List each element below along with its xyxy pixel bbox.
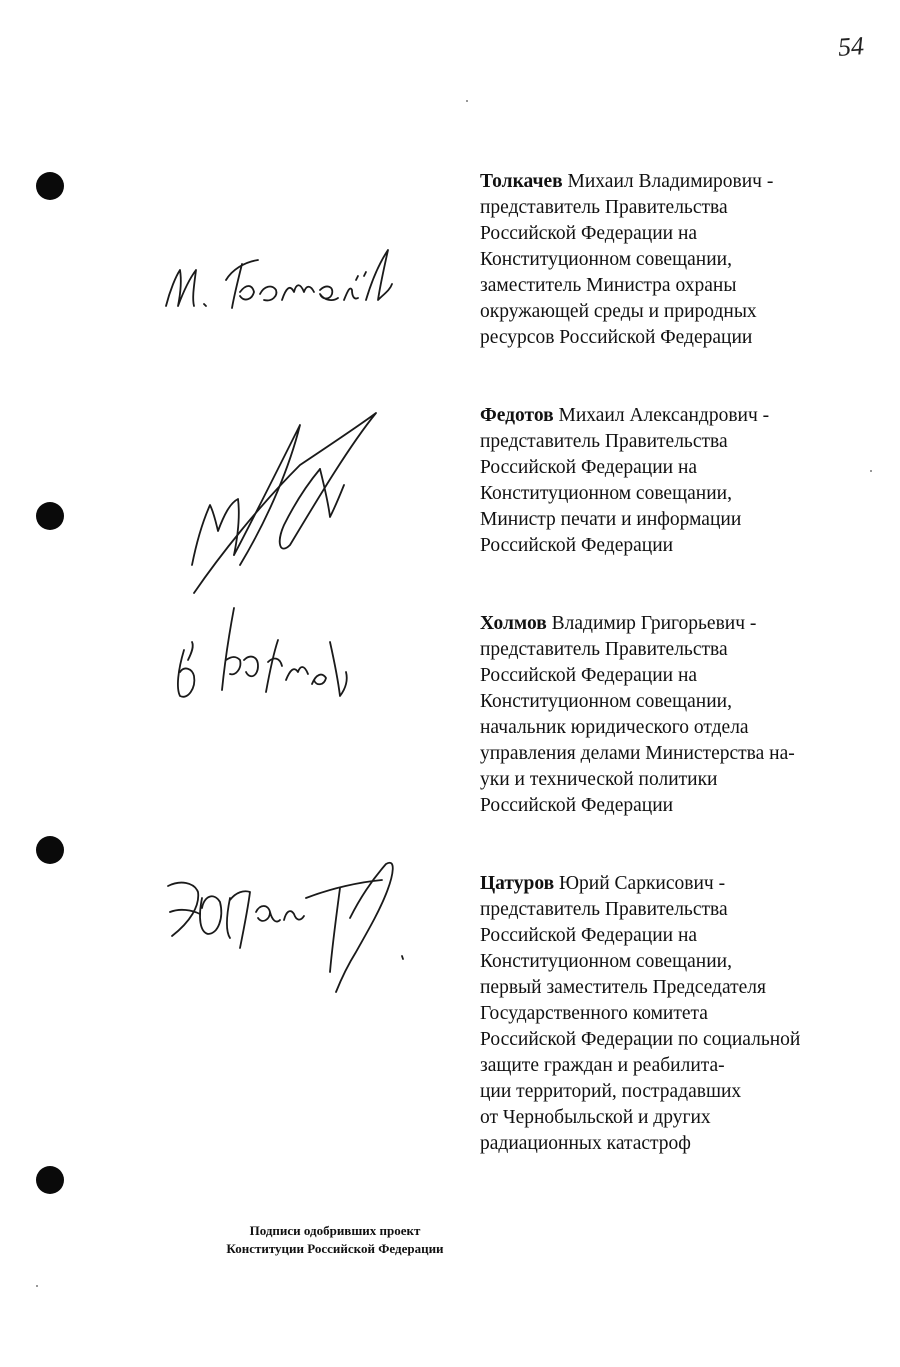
scan-speck [870,470,872,472]
footer-caption [150,1222,520,1258]
entry-line: управления делами Министерства на- [480,743,795,764]
entry-line: Российской Федерации на [480,223,698,244]
entry-line: Российской Федерации [480,795,674,816]
binder-hole-1 [36,172,64,200]
entry-line: представитель Правительства [480,431,728,452]
entry-line: радиационных катастроф [480,1133,691,1154]
entry-line: Государственного комитета [480,1003,708,1024]
footer-line-2: Конституции Российской Федерации [226,1241,444,1256]
entry-line: уки и технической политики [480,769,718,790]
page-number: 54 [836,31,865,62]
entry-line: Российской Федерации [480,535,674,556]
binder-hole-4 [36,1166,64,1194]
entry-line: Министр печати и информации [480,509,742,530]
entry-line: окружающей среды и природных [480,301,757,322]
entry-name-rest: Юрий Саркисович - [554,873,726,894]
entry-line: ресурсов Российской Федерации [480,327,753,348]
entry-heading [480,169,860,195]
scan-speck [466,100,468,102]
entry-line: Конституционном совещании, [480,249,732,270]
footer-line-1: Подписи одобривших проект [249,1223,421,1238]
entry-heading [480,403,860,429]
entry-line: начальник юридического отдела [480,717,749,738]
entry-fedotov [480,403,860,559]
entry-name-rest: Михаил Александрович - [553,405,770,426]
signature-fedotov [180,405,390,605]
entry-name-rest: Владимир Григорьевич - [546,613,757,634]
entry-line: первый заместитель Председателя [480,977,766,998]
binder-hole-3 [36,836,64,864]
entry-tolkachev [480,169,860,351]
entry-line: заместитель Министра охраны [480,275,737,296]
entry-line: Конституционном совещании, [480,691,732,712]
entry-line: Конституционном совещании, [480,951,732,972]
entry-line: Российской Федерации по социальной [480,1029,801,1050]
signature-tsaturov [160,858,420,998]
entry-line: защите граждан и реабилита- [480,1055,725,1076]
entry-line: представитель Правительства [480,197,728,218]
entry-line: Российской Федерации на [480,925,698,946]
scan-speck [36,1285,38,1287]
entry-name-rest: Михаил Владимирович - [562,171,774,192]
entry-surname: Цатуров [480,873,555,894]
entry-line: Российской Федерации на [480,457,698,478]
entry-surname: Федотов [480,405,554,426]
binder-hole-2 [36,502,64,530]
entry-line: представитель Правительства [480,639,728,660]
entry-line: представитель Правительства [480,899,728,920]
entry-line: Конституционном совещании, [480,483,732,504]
entry-heading [480,871,860,897]
signature-kholmov [170,600,370,710]
entry-tsaturov [480,871,860,1157]
entry-line: Российской Федерации на [480,665,698,686]
entry-heading [480,611,860,637]
entry-kholmov [480,611,860,819]
entry-line: от Чернобыльской и других [480,1107,711,1128]
entry-line: ции территорий, пострадавших [480,1081,742,1102]
entry-surname: Холмов [480,613,547,634]
signature-tolkachev [160,240,400,320]
entry-surname: Толкачев [480,171,563,192]
